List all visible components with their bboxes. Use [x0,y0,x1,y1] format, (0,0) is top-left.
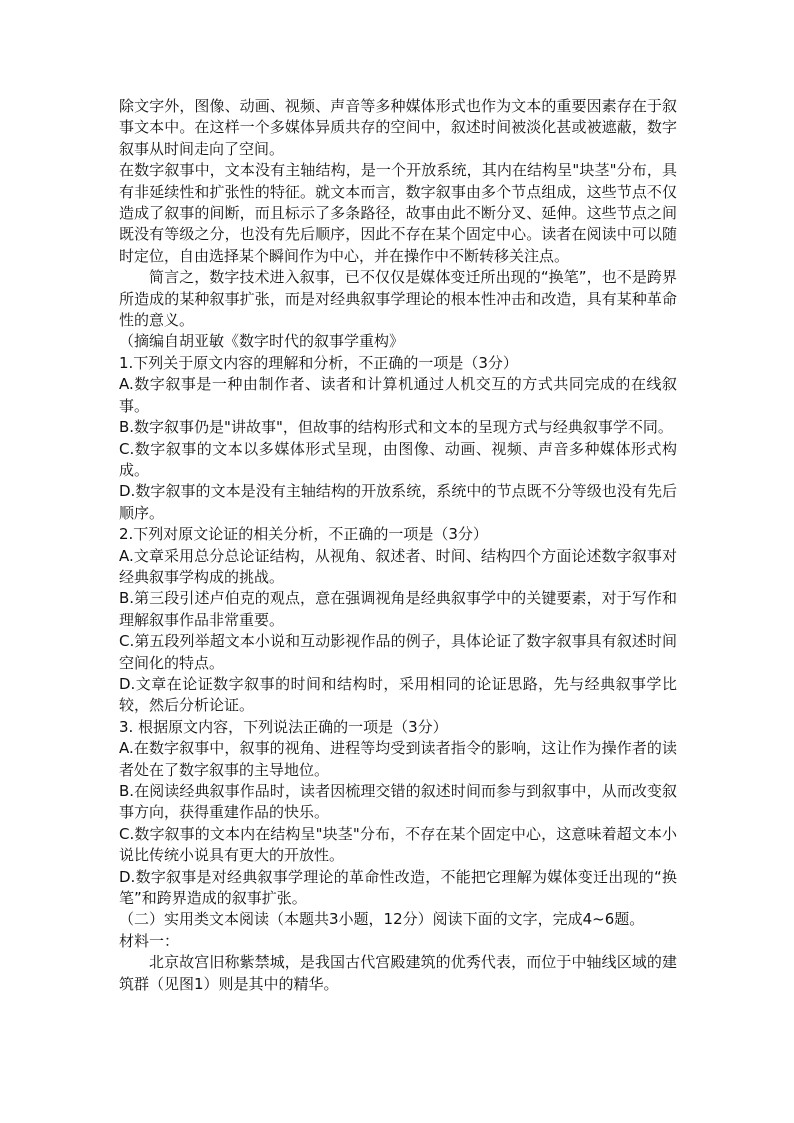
document-page [119,96,677,995]
material-label: 材料一： [119,931,180,950]
passage-paragraph-2: 在数字叙事中，文本没有主轴结构，是一个开放系统，其内在结构呈"块茎"分布，具有非延续性和扩张性的特征。就文本而言，数字叙事由多个节点组成，这些节点不仅造成了叙事的间断，而且标示了多条路径，故事由此不断分叉、延伸。这些节点之间既没有等级之分，也没有先后顺序，因此不存在某个固定中心。读者在阅读中可以随时定位，自由选择某个瞬间作为中心，并在操作中不断转移关注点。 [119,161,677,265]
question-2 [119,524,677,717]
question-3 [119,717,677,910]
question-option-b: B.在阅读经典叙事作品时，读者因梳理交错的叙述时间而参与到叙事中，从而改变叙事方向，获得重建作品的快乐。 [119,782,677,822]
question-option-b: B.数字叙事仍是"讲故事"，但故事的结构形式和文本的呈现方式与经典叙事学不同。 [119,418,673,437]
passage-source: （摘编自胡亚敏《数字时代的叙事学重构》 [119,332,405,351]
question-stem: 1.下列关于原文内容的理解和分析，不正确的一项是（3分） [119,353,518,372]
passage-paragraph-1: 除文字外，图像、动画、视频、声音等多种媒体形式也作为文本的重要因素存在于叙事文本中。在这样一个多媒体异质共存的空间中，叙述时间被淡化甚或被遮蔽，数字叙事从时间走向了空间。 [119,97,677,158]
question-1 [119,353,677,524]
question-option-c: C.第五段列举超文本小说和互动影视作品的例子，具体论证了数字叙事具有叙述时间空间化的特点。 [119,632,677,672]
question-option-d: D.文章在论证数字叙事的时间和结构时，采用相同的论证思路，先与经典叙事学比较，然后分析论证。 [119,674,677,715]
question-option-b: B.第三段引述卢伯克的观点，意在强调视角是经典叙事学中的关键要素，对于写作和理解叙事作品非常重要。 [119,589,677,629]
passage-paragraph-3: 简言之，数字技术进入叙事，已不仅仅是媒体变迁所出现的“换笔”，也不是跨界所造成的某种叙事扩张，而是对经典叙事学理论的根本性冲击和改造，具有某种革命性的意义。 [119,268,677,330]
question-option-c: C.数字叙事的文本内在结构呈"块茎"分布，不存在某个固定中心，这意味着超文本小说比传统小说具有更大的开放性。 [119,824,677,865]
question-option-d: D.数字叙事是对经典叙事学理论的革命性改造，不能把它理解为媒体变迁出现的“换笔”和跨界造成的叙事扩张。 [119,867,677,908]
question-stem: 3. 根据原文内容，下列说法正确的一项是（3分） [119,717,448,736]
question-option-c: C.数字叙事的文本以多媒体形式呈现，由图像、动画、视频、声音多种媒体形式构成。 [119,439,677,479]
question-stem: 2.下列对原文论证的相关分析，不正确的一项是（3分） [119,525,488,544]
question-option-a: A.文章采用总分总论证结构，从视角、叙述者、时间、结构四个方面论述数字叙事对经典叙事学构成的挑战。 [119,546,677,586]
question-option-d: D.数字叙事的文本是没有主轴结构的开放系统，系统中的节点既不分等级也没有先后顺序。 [119,482,677,522]
section-2-heading: （二）实用类文本阅读（本题共3小题，12分）阅读下面的文字，完成4~6题。 [119,910,645,929]
question-option-a: A.在数字叙事中，叙事的视角、进程等均受到读者指令的影响，这让作为操作者的读者处在了数字叙事的主导地位。 [119,739,677,779]
question-option-a: A.数字叙事是一种由制作者、读者和计算机通过人机交互的方式共同完成的在线叙事。 [119,375,677,415]
material-paragraph-1: 北京故宫旧称紫禁城，是我国古代宫殿建筑的优秀代表，而位于中轴线区域的建筑群（见图1）则是其中的精华。 [119,953,677,993]
